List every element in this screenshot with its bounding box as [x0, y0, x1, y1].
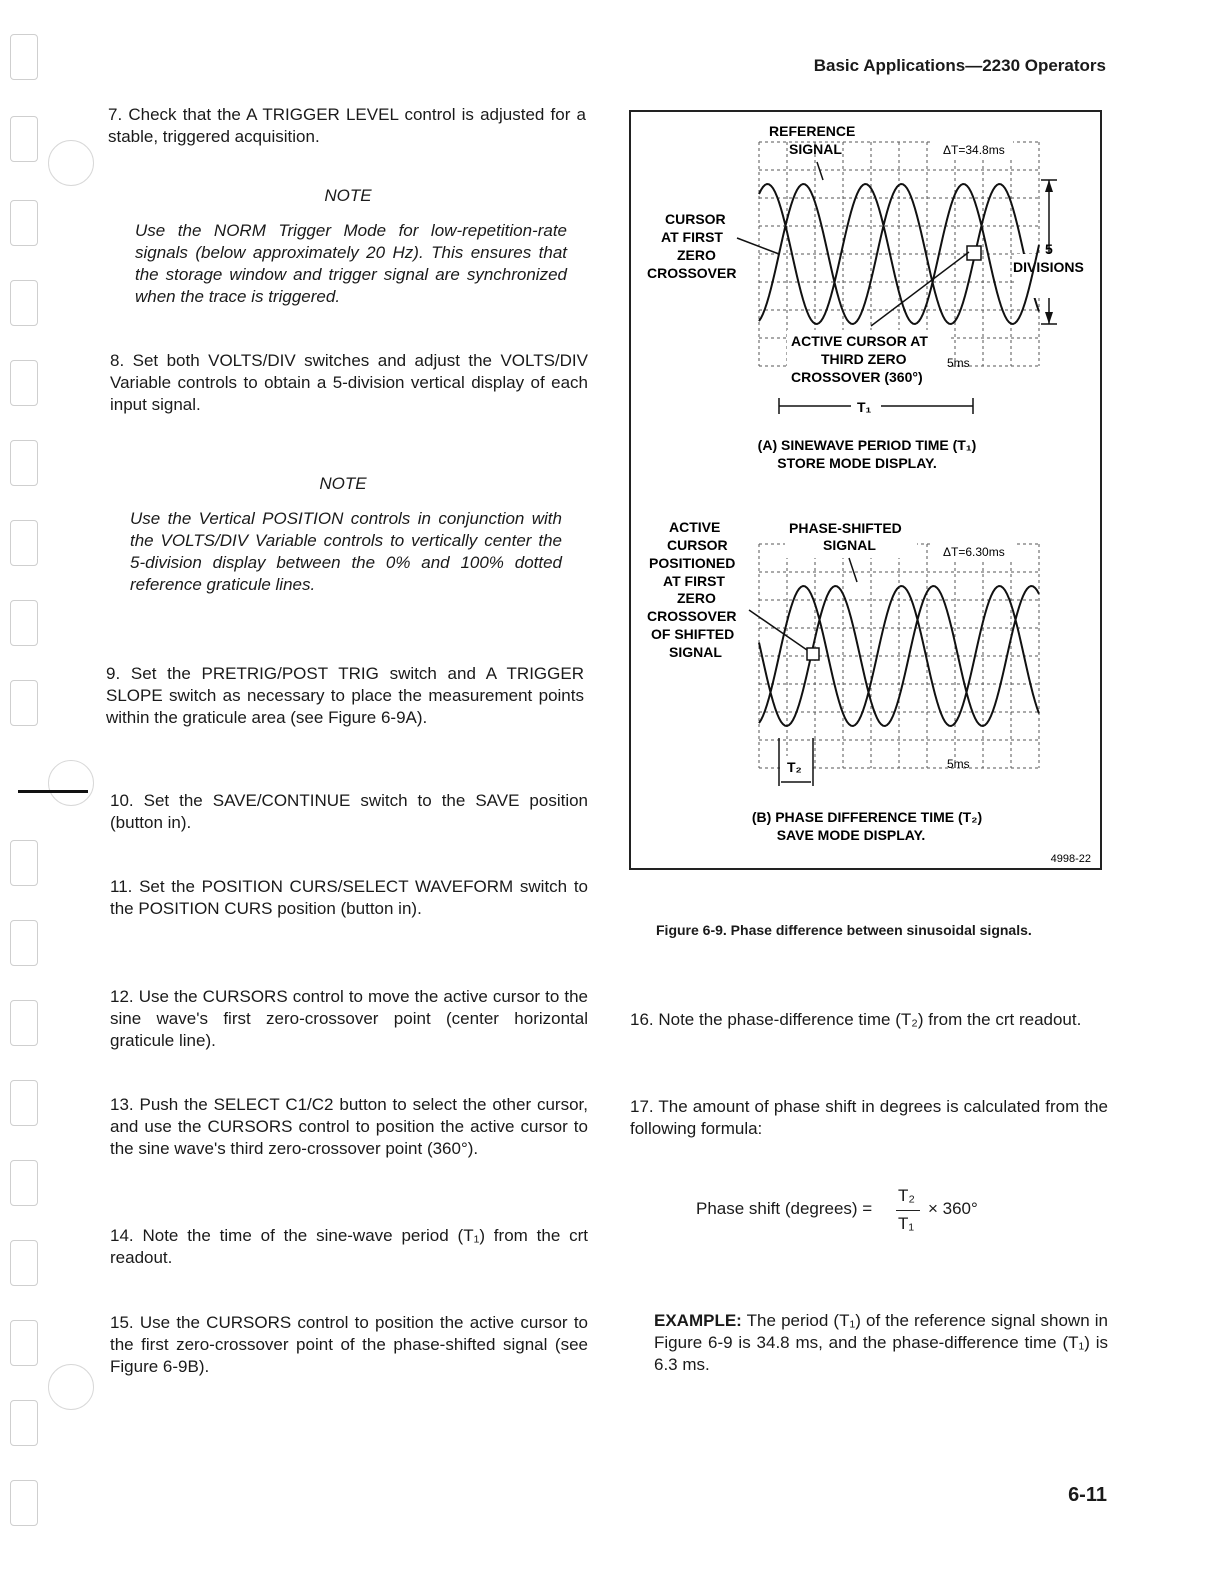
punch-hole [48, 1364, 94, 1410]
page-header: Basic Applications—2230 Operators [813, 56, 1106, 75]
binder-strip-segment [10, 116, 38, 162]
active-cursor-a [967, 246, 981, 260]
binder-strip-segment [10, 1160, 38, 1206]
active-cursor-b [807, 648, 819, 660]
cursor-pointer-a [737, 238, 779, 254]
binder-strip-segment [10, 1000, 38, 1046]
binder-strip-segment [10, 1240, 38, 1286]
fraction-bar [896, 1210, 920, 1211]
binder-mark [18, 790, 88, 793]
t2-label: T₂ [787, 759, 802, 775]
figure-6-9-frame [629, 110, 1102, 870]
step-16: 16. Note the phase-difference time (T₂) from the crt readout. [630, 1010, 1082, 1029]
active-cursor-pointer [871, 252, 969, 326]
b-active-6: CROSSOVER [647, 608, 737, 624]
divisions-arrow-head-bottom [1045, 312, 1053, 324]
step-7: 7. Check that the A TRIGGER LEVEL control is adjusted for a stable, triggered acquisition. [108, 105, 586, 146]
binder-strip-segment [10, 840, 38, 886]
binder-strip-segment [10, 1480, 38, 1526]
binder-strip-segment [10, 360, 38, 406]
example-label: EXAMPLE: [654, 1311, 742, 1330]
step-11: 11. Set the POSITION CURS/SELECT WAVEFORM switch to the POSITION CURS position (button in). [110, 877, 588, 918]
active-label-2: THIRD ZERO [821, 351, 907, 367]
binder-strip-segment [10, 600, 38, 646]
b-active-8: SIGNAL [669, 644, 722, 660]
binder-strip-segment [10, 680, 38, 726]
formula-rhs: × 360° [928, 1199, 978, 1218]
step-9: 9. Set the PRETRIG/POST TRIG switch and A TRIGGER SLOPE switch as necessary to place the measurement points within the graticule area (see Figure 6-9A). [106, 664, 584, 727]
cursor-label-4: CROSSOVER [647, 265, 737, 281]
timebase-b: 5ms [947, 757, 970, 771]
example-text: The period (T₁) of the reference signal shown in Figure 6-9 is 34.8 ms, and the phase-difference time (T₁) is 6.3 ms. [654, 1311, 1108, 1374]
graticule-b [759, 544, 1039, 768]
cursor-label-1: CURSOR [665, 211, 726, 227]
punch-hole [48, 140, 94, 186]
binder-strip-segment [10, 200, 38, 246]
timebase-a: 5ms [947, 356, 970, 370]
active-label-3: CROSSOVER (360°) [791, 369, 923, 385]
punch-hole [48, 760, 94, 806]
active-label-1: ACTIVE CURSOR AT [791, 333, 928, 349]
caption-a-2: STORE MODE DISPLAY. [777, 455, 937, 471]
formula-denominator: T₁ [898, 1214, 915, 1233]
figure-6-9-drawing [631, 112, 1100, 868]
binder-strip-segment [10, 280, 38, 326]
formula-numerator: T₂ [898, 1186, 915, 1205]
binder-strip-segment [10, 34, 38, 80]
readout-a: ΔT=34.8ms [943, 143, 1005, 157]
shift-pointer [849, 558, 857, 582]
formula-lhs: Phase shift (degrees) = [696, 1199, 873, 1218]
readout-b: ΔT=6.30ms [943, 545, 1005, 559]
b-active-7: OF SHIFTED [651, 626, 735, 642]
divisions-label-1: 5 [1045, 241, 1053, 257]
caption-a-1: (A) SINEWAVE PERIOD TIME (T₁) [757, 437, 977, 453]
figure-id: 4998-22 [1050, 853, 1091, 865]
divisions-arrow-head-top [1045, 180, 1053, 192]
b-active-2: CURSOR [667, 537, 728, 553]
binder-strip-segment [10, 520, 38, 566]
formula [696, 1186, 1036, 1238]
panel-a [647, 123, 1089, 471]
page-number: 6-11 [1068, 1484, 1107, 1506]
step-17: 17. The amount of phase shift in degrees is calculated from the following formula: [630, 1097, 1108, 1138]
binder-strip-segment [10, 920, 38, 966]
note-1-title: NOTE [324, 186, 372, 205]
binder-strip-segment [10, 1080, 38, 1126]
binder-strip-segment [10, 1400, 38, 1446]
example-paragraph [654, 1310, 1108, 1376]
ref-pointer [817, 162, 823, 180]
period-label: T₁ [857, 399, 872, 415]
b-active-5: ZERO [677, 590, 716, 606]
note-2-body: Use the Vertical POSITION controls in conjunction with the VOLTS/DIV Variable controls to vertically center the 5-division display between the 0% and 100% dotted reference graticule lines. [130, 509, 562, 594]
b-active-1: ACTIVE [669, 519, 721, 535]
ref-label-1: REFERENCE [769, 123, 856, 139]
step-8: 8. Set both VOLTS/DIV switches and adjust the VOLTS/DIV Variable controls to obtain a 5-division vertical display of each input signal. [110, 351, 588, 414]
shift-label-1: PHASE-SHIFTED [789, 520, 902, 536]
b-active-3: POSITIONED [649, 555, 736, 571]
cursor-label-2: AT FIRST [661, 229, 723, 245]
step-10: 10. Set the SAVE/CONTINUE switch to the SAVE position (button in). [110, 791, 588, 832]
caption-b-2: SAVE MODE DISPLAY. [776, 827, 926, 843]
shift-label-2: SIGNAL [823, 537, 876, 553]
note-1-body: Use the NORM Trigger Mode for low-repetition-rate signals (below approximately 20 Hz). This ensures that the storage window and trigger signal are synchronized when the trace is triggered. [135, 221, 567, 306]
divisions-label-2: DIVISIONS [1013, 259, 1084, 275]
binder-strip-segment [10, 440, 38, 486]
step-14: 14. Note the time of the sine-wave period (T₁) from the crt readout. [110, 1226, 588, 1267]
ref-label-2: SIGNAL [789, 141, 842, 157]
panel-b [647, 518, 1039, 843]
cursor-pointer-b [749, 610, 807, 650]
binder-strip-segment [10, 1320, 38, 1366]
step-13: 13. Push the SELECT C1/C2 button to select the other cursor, and use the CURSORS control to position the active cursor to the sine wave's third zero-crossover point (360°). [110, 1095, 588, 1158]
caption-b-1: (B) PHASE DIFFERENCE TIME (T₂) [751, 809, 983, 825]
step-15: 15. Use the CURSORS control to position the active cursor to the first zero-crossover point of the phase-shifted signal (see Figure 6-9B). [110, 1313, 588, 1376]
figure-caption: Figure 6-9. Phase difference between sinusoidal signals. [656, 922, 1032, 938]
step-12: 12. Use the CURSORS control to move the active cursor to the sine wave's first zero-crossover point (center horizontal graticule line). [110, 987, 588, 1050]
note-2-title: NOTE [319, 474, 367, 493]
b-active-4: AT FIRST [663, 573, 725, 589]
cursor-label-3: ZERO [677, 247, 716, 263]
